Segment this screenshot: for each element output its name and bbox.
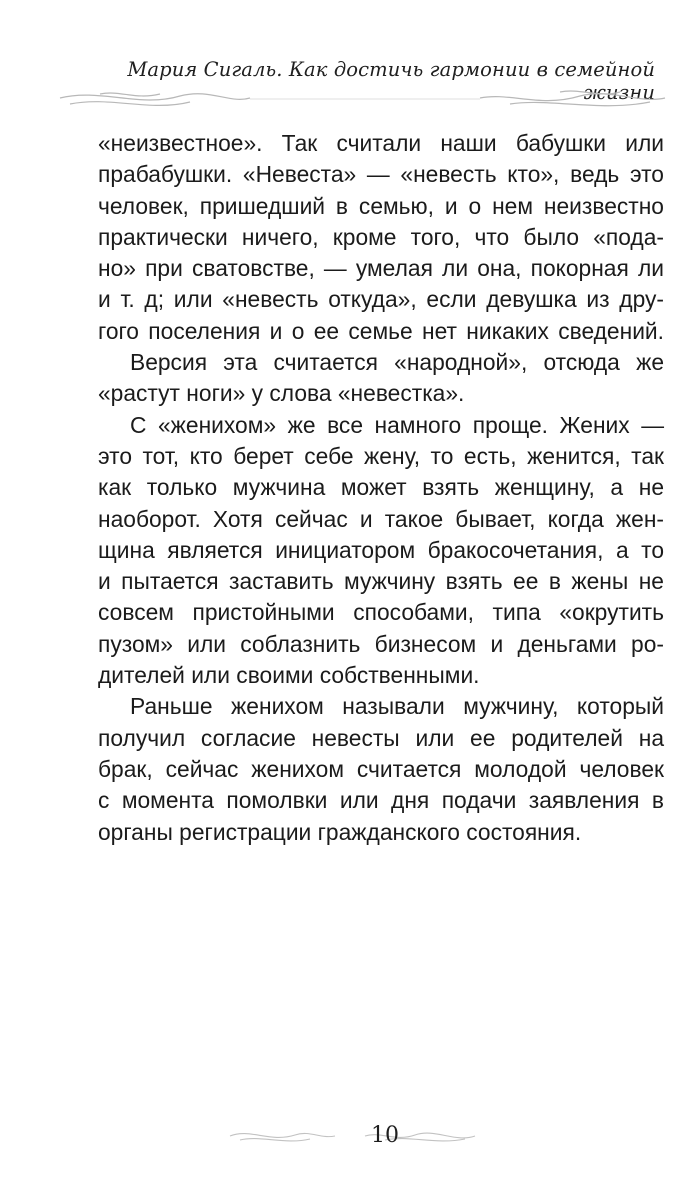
paragraph-2 [98,347,664,410]
text-line: Раньше женихом называли мужчину, который [130,693,664,720]
text-line: «растут ноги» у слова «невестка». [98,380,465,407]
text-line: человек, пришедший в семью, и о нем неизвестно [98,192,664,219]
paragraph-1 [98,128,664,347]
text-line: и т. д; или «невесть откуда», если девушка из дру- [98,286,664,313]
text-line: гого поселения и о ее семье нет никаких сведений. [98,317,664,344]
text-line: наоборот. Хотя сейчас и такое бывает, когда жен- [98,505,664,532]
header-ornament-flourish-icon [40,84,680,120]
text-line: щина является инициатором бракосочетания, а то [98,536,664,563]
text-line: совсем пристойными способами, типа «окрутить [98,599,664,626]
text-line: дителей или своими собственными. [98,662,480,689]
text-line: С «женихом» же все намного проще. Жених — [130,411,664,438]
text-line: это тот, кто берет себе жену, то есть, женится, так [98,442,664,469]
body-text [98,128,664,848]
text-line: с момента помолвки или дня подачи заявления в [98,787,664,814]
text-line: органы регистрации гражданского состояния. [98,818,582,845]
text-line: пузом» или соблазнить бизнесом и деньгами ро- [98,630,664,657]
paragraph-3 [98,410,664,692]
running-header: Мария Сигаль. Как достичь гармонии в семейной жизни [127,58,655,104]
text-line: и пытается заставить мужчину взять ее в жены не [98,568,664,595]
page-number: 10 [371,1123,399,1148]
text-line: получил согласие невесты или ее родителей на [98,724,664,751]
text-line: но» при сватовстве, — умелая ли она, покорная ли [98,255,664,282]
text-line: как только мужчина может взять женщину, а не [98,474,664,501]
text-line: практически ничего, кроме того, что было «пода- [98,223,664,250]
text-line: «неизвестное». Так считали наши бабушки или [98,130,664,156]
text-line: Версия эта считается «народной», отсюда же [130,349,664,376]
text-line: прабабушки. «Невеста» — «невесть кто», ведь это [98,161,664,188]
paragraph-4 [98,691,664,847]
text-line: брак, сейчас женихом считается молодой человек [98,755,664,782]
